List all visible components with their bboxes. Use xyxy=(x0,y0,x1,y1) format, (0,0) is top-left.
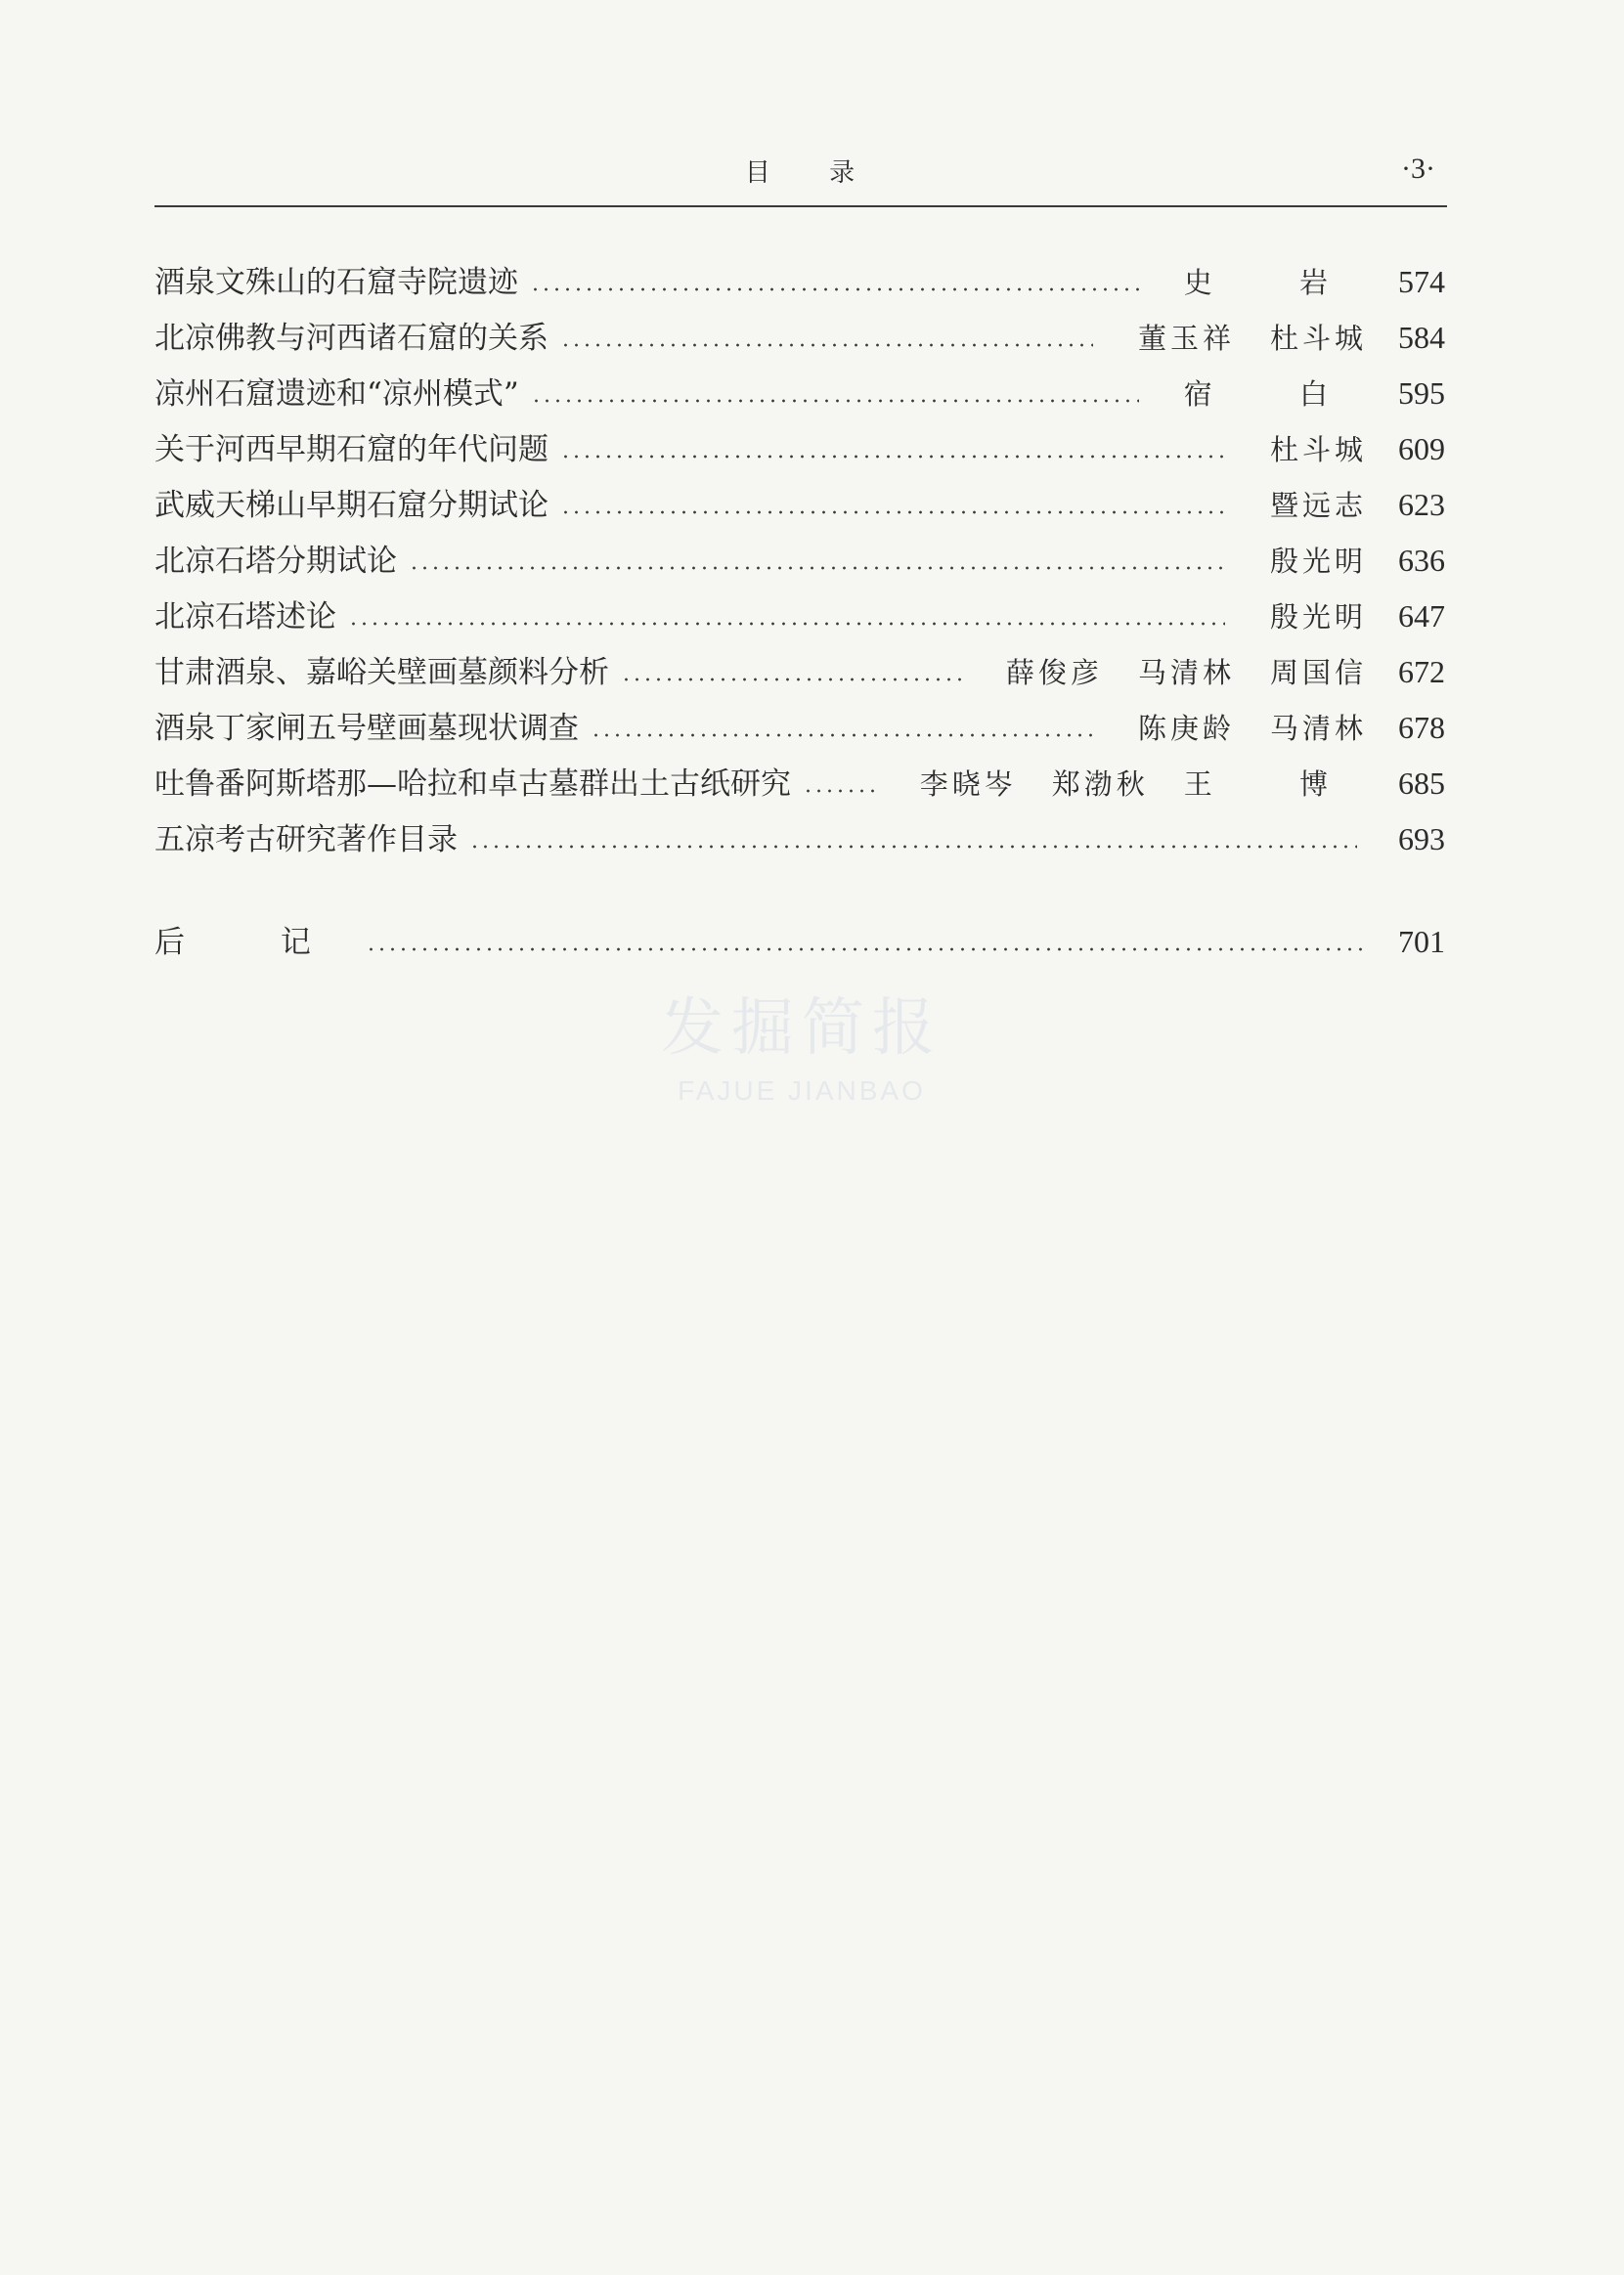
author-name: 王 博 xyxy=(1183,767,1367,801)
dot-leader xyxy=(348,622,1225,626)
entry-authors xyxy=(875,757,1367,812)
running-header xyxy=(154,147,1445,201)
entry-authors xyxy=(1093,701,1367,757)
author-name: 陈庚龄 xyxy=(1137,712,1235,745)
header-page-number: ·3· xyxy=(1401,153,1435,185)
entry-title: 吐鲁番阿斯塔那—哈拉和卓古墓群出土古纸研究 xyxy=(154,766,791,802)
author-name: 薛俊彦 xyxy=(1005,656,1103,689)
section-title: 目 录 xyxy=(744,158,881,188)
entry-title: 酒泉文殊山的石窟寺院遗迹 xyxy=(154,265,518,300)
author-name: 马清林 xyxy=(1269,712,1367,745)
toc-entry[interactable] xyxy=(154,756,1445,811)
entry-page-number: 584 xyxy=(1398,320,1445,355)
toc-entry[interactable] xyxy=(154,811,1445,867)
dot-leader xyxy=(803,789,875,793)
author-name: 马清林 xyxy=(1137,656,1235,689)
entry-authors xyxy=(961,645,1367,701)
watermark-english: FAJUE JIANBAO xyxy=(678,1075,926,1106)
entry-page-number: 685 xyxy=(1398,766,1445,801)
entry-page-number: 647 xyxy=(1398,598,1445,634)
entry-title: 关于河西早期石窟的年代问题 xyxy=(154,432,549,467)
header-rule xyxy=(154,205,1447,207)
entry-page-number: 609 xyxy=(1398,431,1445,466)
entry-page-number: 678 xyxy=(1398,710,1445,745)
watermark-chinese: 发掘简报 xyxy=(661,992,943,1065)
dot-leader xyxy=(531,399,1139,403)
entry-title: 酒泉丁家闸五号壁画墓现状调查 xyxy=(154,711,579,746)
spacer xyxy=(154,867,1445,914)
dot-leader xyxy=(530,287,1139,291)
author-name: 殷光明 xyxy=(1269,600,1367,634)
entry-authors xyxy=(1225,478,1367,534)
entry-authors xyxy=(1139,367,1367,422)
toc-entry[interactable] xyxy=(154,700,1445,756)
dot-leader xyxy=(560,343,1093,347)
toc-entry[interactable] xyxy=(154,366,1445,421)
watermark-logo xyxy=(616,978,988,1107)
entry-page-number: 623 xyxy=(1398,487,1445,522)
author-name: 殷光明 xyxy=(1269,545,1367,578)
entry-title: 凉州石窟遗迹和“凉州模式” xyxy=(154,376,519,412)
author-name: 史 岩 xyxy=(1183,266,1367,299)
entry-title: 武威天梯山早期石窟分期试论 xyxy=(154,488,549,523)
dot-leader xyxy=(409,566,1225,570)
toc-entry[interactable] xyxy=(154,254,1445,310)
toc-entry[interactable] xyxy=(154,477,1445,533)
toc-entry[interactable] xyxy=(154,644,1445,700)
entry-page-number: 672 xyxy=(1398,654,1445,689)
entry-authors xyxy=(1225,534,1367,590)
toc-entries xyxy=(154,254,1445,867)
entry-authors xyxy=(1139,255,1367,311)
entry-authors xyxy=(1225,422,1367,478)
toc-entry[interactable] xyxy=(154,533,1445,589)
toc-entry[interactable] xyxy=(154,310,1445,366)
author-name: 暨远志 xyxy=(1269,489,1367,522)
dot-leader xyxy=(469,845,1357,849)
entry-authors xyxy=(1093,311,1367,367)
author-name: 宿 白 xyxy=(1183,377,1367,411)
entry-title: 后 记 xyxy=(154,925,354,960)
toc-entry[interactable] xyxy=(154,589,1445,644)
toc-entry-afterword[interactable] xyxy=(154,914,1445,970)
entry-page-number: 701 xyxy=(1398,924,1445,959)
entry-page-number: 595 xyxy=(1398,375,1445,411)
entry-page-number: 636 xyxy=(1398,543,1445,578)
table-of-contents xyxy=(154,254,1445,970)
author-name: 董玉祥 xyxy=(1137,322,1235,355)
dot-leader xyxy=(591,733,1093,737)
author-name: 杜斗城 xyxy=(1269,433,1367,466)
toc-entry[interactable] xyxy=(154,421,1445,477)
entry-title: 北凉石塔分期试论 xyxy=(154,544,397,579)
dot-leader xyxy=(366,947,1367,951)
entry-title: 北凉石塔述论 xyxy=(154,599,336,634)
author-name: 李晓岑 xyxy=(919,767,1017,801)
entry-page-number: 574 xyxy=(1398,264,1445,299)
entry-title: 北凉佛教与河西诸石窟的关系 xyxy=(154,321,549,356)
author-name: 周国信 xyxy=(1269,656,1367,689)
dot-leader xyxy=(560,455,1225,459)
entry-title: 甘肃酒泉、嘉峪关壁画墓颜料分析 xyxy=(154,655,609,690)
dot-leader xyxy=(560,510,1225,514)
author-name: 郑渤秋 xyxy=(1051,767,1149,801)
entry-title: 五凉考古研究著作目录 xyxy=(154,822,458,857)
dot-leader xyxy=(621,678,961,681)
author-name: 杜斗城 xyxy=(1269,322,1367,355)
entry-authors xyxy=(1225,590,1367,645)
entry-page-number: 693 xyxy=(1398,821,1445,856)
